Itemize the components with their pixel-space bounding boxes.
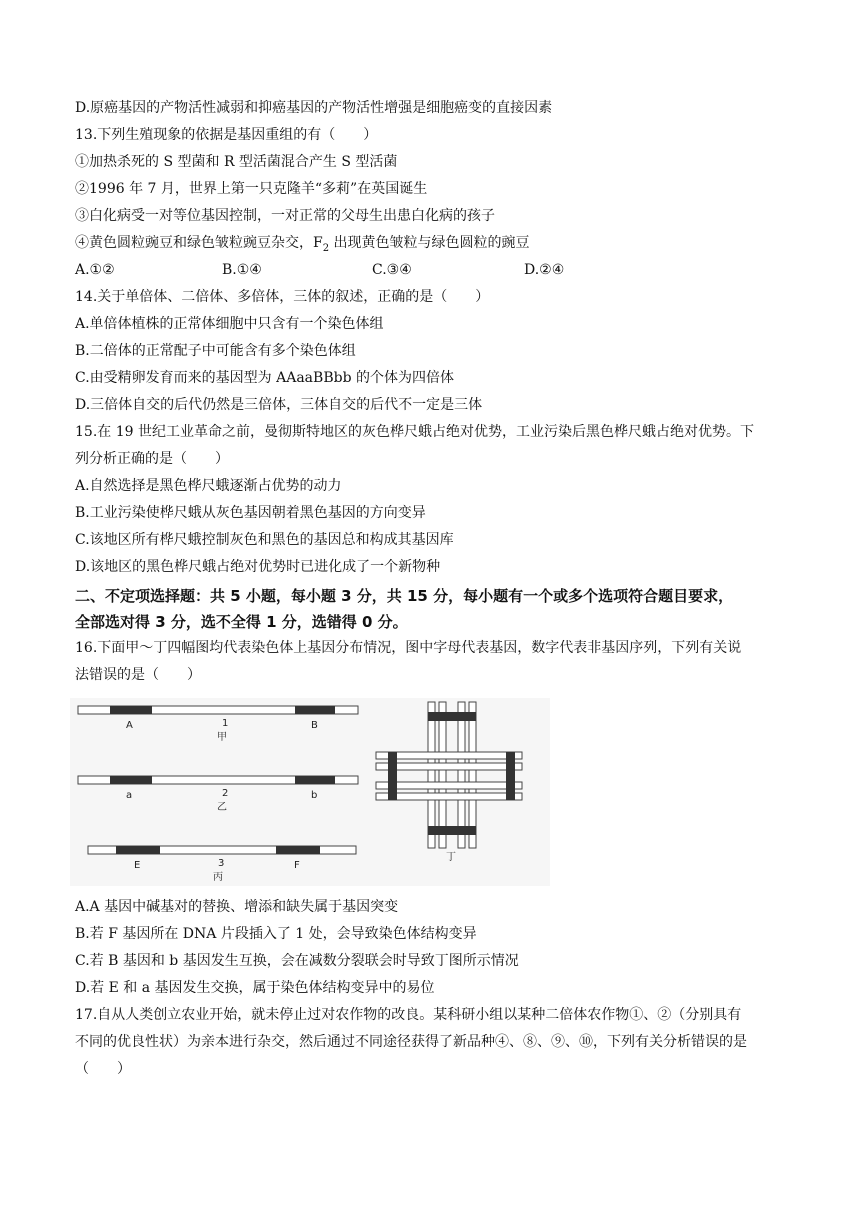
q13-item-1: ①加热杀死的 S 型菌和 R 型活菌混合产生 S 型活菌	[75, 154, 398, 170]
q16-option-b: B.若 F 基因所在 DNA 片段插入了 1 处，会导致染色体结构变异	[75, 926, 477, 942]
q16-stem-line2: 法错误的是（ ）	[75, 667, 201, 683]
cross-horizontal-3	[376, 782, 522, 789]
sequence-2-label: 2	[222, 788, 229, 799]
cross-horizontal-2	[376, 763, 522, 770]
q17-stem-line2: 不同的优良性状）为亲本进行杂交，然后通过不同途径获得了新品种④、⑧、⑨、⑩，下列有关分析错误的是	[75, 1034, 747, 1050]
gene-E-label: E	[134, 860, 141, 871]
q17-stem-line1: 17.自从人类创立农业开始，就未停止过对农作物的改良。某科研小组以某种二倍体农作物①、②（分别具有	[75, 1007, 742, 1023]
cross-horizontal-4	[376, 793, 522, 800]
cross-left-gene-band	[388, 752, 397, 800]
chromosome-bing-name: 丙	[213, 872, 223, 883]
q14-option-d: D.三倍体自交的后代仍然是三倍体，三体自交的后代不一定是三体	[75, 397, 483, 413]
q13-item-4-sub: 2	[322, 242, 330, 254]
cross-right-gene-band	[506, 752, 515, 800]
q15-option-b: B.工业污染使桦尺蛾从灰色基因朝着黑色基因的方向变异	[75, 505, 426, 521]
q13-item-4	[75, 233, 530, 259]
q16-option-a: A.A 基因中碱基对的替换、增添和缺失属于基因突变	[75, 899, 399, 915]
q13-item-3: ③白化病受一对等位基因控制，一对正常的父母生出患白化病的孩子	[75, 208, 495, 224]
cross-top-gene-band	[428, 712, 476, 721]
gene-A-label: A	[126, 720, 133, 731]
q16-stem-line1: 16.下面甲～丁四幅图均代表染色体上基因分布情况，图中字母代表基因，数字代表非基因序列，下列有关说	[75, 640, 742, 656]
q13-option-c: C.③④	[372, 262, 412, 278]
gene-b-block	[295, 776, 335, 784]
cross-ding-name: 丁	[446, 852, 456, 863]
q14-option-b: B.二倍体的正常配子中可能含有多个染色体组	[75, 343, 356, 359]
cross-horizontal-1	[376, 752, 522, 759]
cross-bottom-gene-band	[428, 826, 476, 835]
q14-stem: 14.关于单倍体、二倍体、多倍体，三体的叙述，正确的是（ ）	[75, 289, 490, 305]
q15-stem-line1: 15.在 19 世纪工业革命之前，曼彻斯特地区的灰色桦尺蛾占绝对优势，工业污染后黑色桦尺蛾占绝对优势。下	[75, 424, 754, 440]
chromosome-yi-name: 乙	[217, 802, 227, 813]
q13-item-2: ②1996 年 7 月，世界上第一只克隆羊“多莉”在英国诞生	[75, 181, 428, 197]
q15-option-a: A.自然选择是黑色桦尺蛾逐渐占优势的动力	[75, 478, 342, 494]
q13-item-4-pre: ④黄色圆粒豌豆和绿色皱粒豌豆杂交，F	[75, 235, 323, 251]
q16-option-d: D.若 E 和 a 基因发生交换，属于染色体结构变异中的易位	[75, 980, 435, 996]
q15-stem-line2: 列分析正确的是（ ）	[75, 451, 229, 467]
section-2-heading-line1: 二、不定项选择题：共 5 小题，每小题 3 分，共 15 分，每小题有一个或多个选项符合题目要求，	[75, 587, 734, 605]
gene-F-block	[276, 846, 320, 854]
section-2-heading-line2: 全部选对得 3 分，选不全得 1 分，选错得 0 分。	[75, 613, 408, 631]
q13-stem: 13.下列生殖现象的依据是基因重组的有（ ）	[75, 127, 378, 143]
gene-A-block	[110, 706, 152, 714]
chromosome-jia-name: 甲	[217, 732, 227, 743]
sequence-1-label: 1	[222, 718, 229, 729]
gene-a-label: a	[126, 790, 133, 801]
sequence-3-label: 3	[218, 858, 225, 869]
q14-option-a: A.单倍体植株的正常体细胞中只含有一个染色体组	[75, 316, 384, 332]
q13-option-b: B.①④	[222, 262, 262, 278]
q12-option-d: D.原癌基因的产物活性减弱和抑癌基因的产物活性增强是细胞癌变的直接因素	[75, 100, 553, 116]
gene-B-block	[295, 706, 335, 714]
q16-chromosome-figure	[70, 698, 550, 886]
q13-item-4-post: 出现黄色皱粒与绿色圆粒的豌豆	[329, 235, 530, 251]
q17-stem-line3: （ ）	[75, 1061, 131, 1077]
q13-option-a: A.①②	[75, 262, 115, 278]
q14-option-c: C.由受精卵发育而来的基因型为 AAaaBBbb 的个体为四倍体	[75, 370, 454, 386]
gene-E-block	[116, 846, 160, 854]
gene-F-label: F	[294, 860, 300, 871]
gene-B-label: B	[311, 720, 318, 731]
figure-background	[70, 698, 550, 886]
q13-option-d: D.②④	[524, 262, 565, 278]
q15-option-c: C.该地区所有桦尺蛾控制灰色和黑色的基因总和构成其基因库	[75, 532, 454, 548]
q15-option-d: D.该地区的黑色桦尺蛾占绝对优势时已进化成了一个新物种	[75, 559, 441, 575]
gene-a-block	[110, 776, 152, 784]
q16-option-c: C.若 B 基因和 b 基因发生互换，会在减数分裂联会时导致丁图所示情况	[75, 953, 519, 969]
gene-b-label: b	[311, 790, 318, 801]
